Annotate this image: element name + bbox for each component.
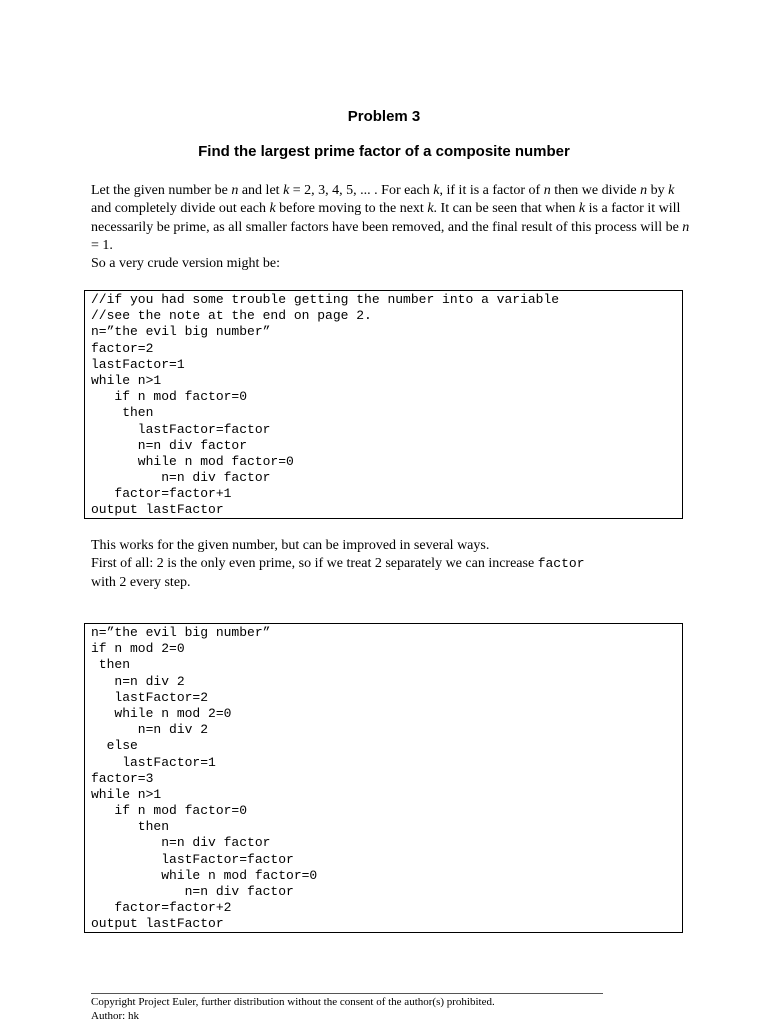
code-line: if n mod factor=0 [91, 803, 248, 819]
code-line: factor=2 [91, 340, 154, 356]
code-line: while n mod 2=0 [91, 705, 232, 721]
code-line: //see the note at the end on page 2. [91, 308, 372, 324]
math-variable: k [668, 183, 675, 198]
code-line: n=”the evil big number” [91, 324, 271, 340]
intro-text [91, 182, 691, 273]
code-line: while n mod factor=0 [91, 867, 318, 883]
code-line: output lastFactor [91, 916, 224, 932]
intro-text-fragment: is a factor it will necessarily be prime, as all smaller factors have been removed, and the final result of this process will be [91, 201, 683, 235]
inline-code: factor [537, 556, 585, 572]
code-line: n=n div 2 [91, 673, 185, 689]
intro-text-fragment: then we divide [550, 183, 641, 198]
code-lines [91, 292, 559, 519]
code-line: n=n div factor [91, 437, 248, 453]
code-line: then [91, 657, 131, 673]
intro-text-fragment: before moving to the next [275, 201, 428, 217]
code-line: n=n div factor [91, 470, 271, 486]
code-line: output lastFactor [91, 502, 224, 518]
code-line: else [91, 738, 138, 754]
code-line: lastFactor=2 [91, 689, 209, 705]
code-line: lastFactor=1 [91, 754, 216, 770]
code-line: then [91, 405, 154, 421]
code-lines [91, 625, 317, 933]
page-title: Problem 3 [347, 108, 421, 125]
page-subtitle: Find the largest prime factor of a composite number [198, 143, 570, 160]
intro-text-fragment: , if it is a factor of [439, 183, 544, 198]
code-line: if n mod 2=0 [91, 641, 185, 657]
code-line: lastFactor=factor [91, 851, 294, 867]
math-variable: k [269, 201, 276, 217]
code-line: n=”the evil big number” [91, 625, 271, 640]
intro-text-fragment: = 2, 3, 4, 5, ... . For each [289, 183, 434, 198]
intro-text-fragment: . It can be seen that when [433, 201, 579, 217]
code-line: n=n div factor [91, 884, 294, 899]
intro-text-fragment: Let the given number be [91, 183, 232, 198]
code-line: lastFactor=factor [91, 421, 271, 437]
code-line: if n mod factor=0 [91, 389, 248, 405]
footer-copyright: Copyright Project Euler, further distribution without the consent of the author(s) prohibited. [91, 996, 495, 1008]
math-variable: k [433, 183, 440, 198]
improvement-line: This works for the given number, but can be improved in several ways. [91, 538, 490, 553]
code-line: factor=factor+1 [91, 486, 232, 502]
code-line: //if you had some trouble getting the number into a variable [91, 292, 560, 307]
math-variable: n [640, 183, 648, 198]
code-line: then [91, 819, 170, 835]
code-line: factor=3 [91, 770, 154, 786]
improvement-line: with 2 every step. [91, 574, 191, 590]
math-variable: n [231, 183, 239, 198]
math-variable: k [578, 201, 586, 217]
code-line: lastFactor=1 [91, 356, 185, 372]
code-line: n=n div factor [91, 835, 271, 851]
code-line: while n>1 [91, 372, 162, 388]
math-variable: k [427, 201, 434, 217]
math-variable: k [283, 183, 290, 198]
intro-text-fragment: by [647, 183, 669, 198]
intro-text-fragment: = 1. [91, 237, 113, 253]
code-line: n=n div 2 [91, 722, 209, 738]
intro-text-fragment: and let [238, 183, 284, 198]
code-block-crude [84, 290, 683, 519]
improvement-text [91, 537, 691, 592]
footer-divider [91, 993, 603, 994]
math-variable: n [543, 183, 551, 198]
intro-lead-in: So a very crude version might be: [91, 256, 280, 272]
math-variable: n [682, 219, 690, 235]
footer-author: Author: hk [91, 1010, 139, 1022]
improvement-line: First of all: 2 is the only even prime, so if we treat 2 separately we can increase [91, 556, 538, 572]
code-block-improved [84, 623, 683, 933]
intro-text-fragment: and completely divide out each [91, 201, 270, 217]
code-line: while n>1 [91, 786, 162, 802]
code-line: while n mod factor=0 [91, 453, 294, 469]
code-line: factor=factor+2 [91, 900, 232, 916]
